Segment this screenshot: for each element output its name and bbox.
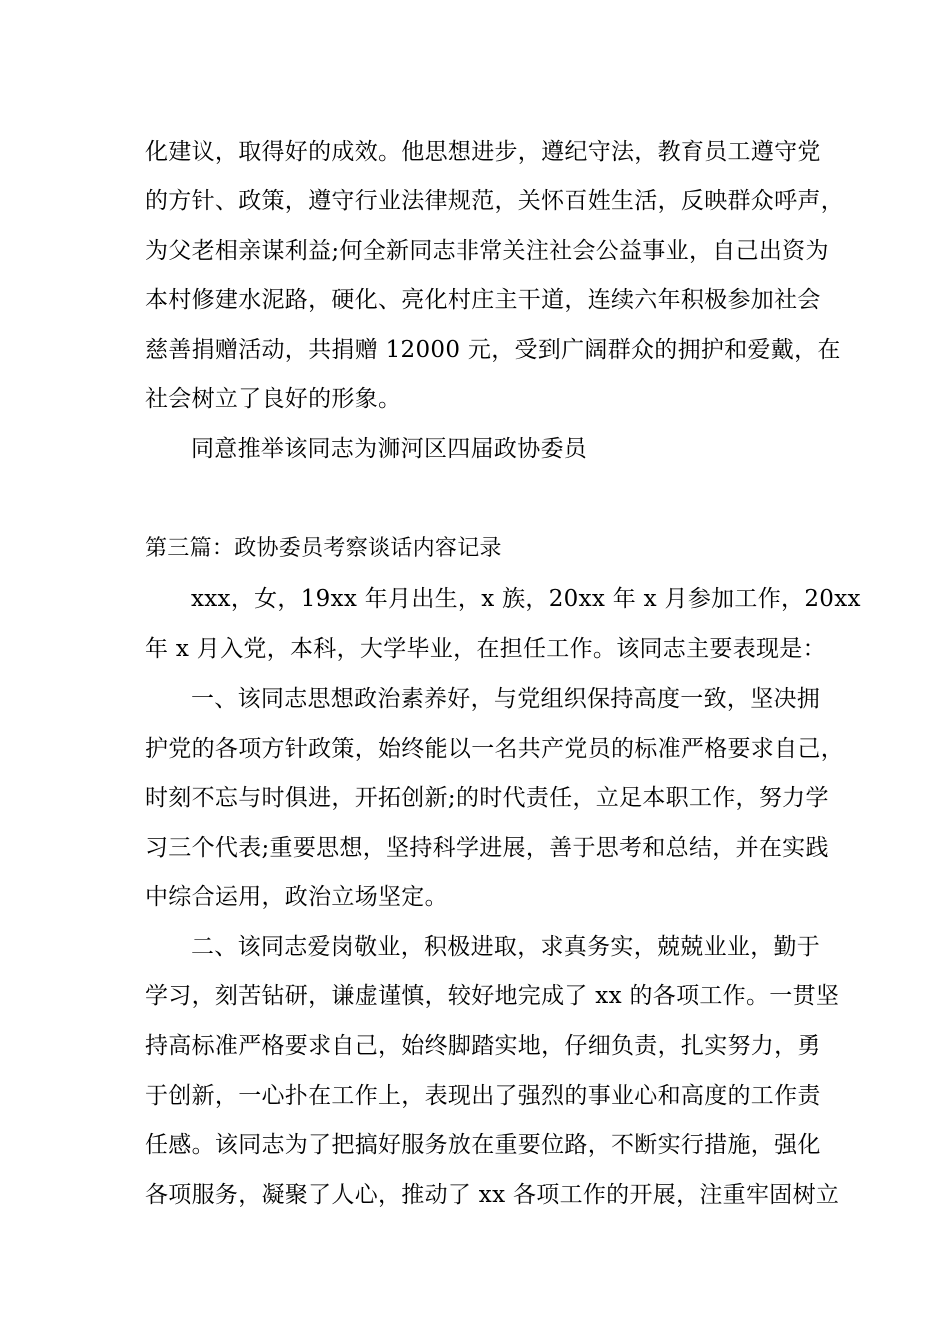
intro-line: 年 x 月入党，本科，大学毕业，在担任工作。该同志主要表现是：: [145, 636, 826, 662]
paragraph-line: 本村修建水泥路，硬化、亮化村庄主干道，连续六年积极参加社会: [145, 287, 821, 313]
point-two-line: 于创新，一心扑在工作上，表现出了强烈的事业心和高度的工作责: [145, 1083, 821, 1109]
point-two-line: 学习，刻苦钻研，谦虚谨慎，较好地完成了 xx 的各项工作。一贯坚: [145, 983, 840, 1009]
point-one-line: 时刻不忘与时俱进，开拓创新;的时代责任，立足本职工作，努力学: [145, 785, 829, 811]
point-one-line: 一、该同志思想政治素养好，与党组织保持高度一致，坚决拥: [191, 686, 821, 712]
section-title: 第三篇：政协委员考察谈话内容记录: [145, 536, 502, 561]
point-two-line: 持高标准严格要求自己，始终脚踏实地，仔细负责，扎实努力，勇: [145, 1033, 821, 1059]
paragraph-line: 为父老相亲谋利益;何全新同志非常关注社会公益事业，自己出资为: [145, 238, 829, 264]
paragraph-line: 慈善捐赠活动，共捐赠 12000 元，受到广阔群众的拥护和爱戴，在: [145, 337, 841, 363]
point-one-line: 习三个代表;重要思想，坚持科学进展，善于思考和总结，并在实践: [145, 835, 829, 861]
recommendation-line: 同意推举该同志为浉河区四届政协委员: [191, 436, 588, 462]
paragraph-line: 化建议，取得好的成效。他思想进步，遵纪守法，教育员工遵守党: [145, 139, 821, 165]
point-two-line: 二、该同志爱岗敬业，积极进取，求真务实，兢兢业业，勤于: [191, 934, 821, 960]
point-one-line: 中综合运用，政治立场坚定。: [145, 884, 448, 910]
point-one-line: 护党的各项方针政策，始终能以一名共产党员的标准严格要求自己，: [145, 736, 844, 762]
point-two-line: 各项服务，凝聚了人心，推动了 xx 各项工作的开展，注重牢固树立: [145, 1182, 840, 1208]
point-two-line: 任感。该同志为了把搞好服务放在重要位路，不断实行措施，强化: [145, 1132, 821, 1158]
intro-line: xxx，女，19xx 年月出生，x 族，20xx 年 x 月参加工作，20xx: [191, 586, 861, 612]
paragraph-line: 的方针、政策，遵守行业法律规范，关怀百姓生活，反映群众呼声，: [145, 188, 844, 214]
paragraph-line: 社会树立了良好的形象。: [145, 386, 402, 412]
